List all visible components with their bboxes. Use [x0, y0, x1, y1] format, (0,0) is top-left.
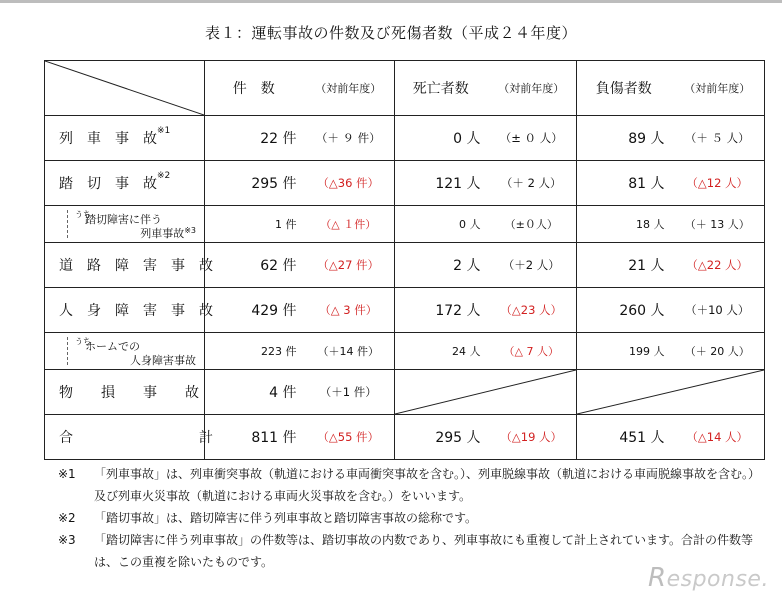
count-value: 1 件	[205, 206, 303, 243]
table-row-total	[45, 415, 765, 460]
count-cmp: （△27 件）	[303, 243, 395, 288]
injuries-cmp: （＋ 13 人）	[671, 206, 765, 243]
footnote-mark: ※2	[58, 511, 76, 525]
header-row	[45, 61, 765, 116]
header-corner-cell	[45, 61, 205, 116]
footnote-text: 「踏切障害に伴う列車事故」の件数等は、踏切事故の内数であり、列車事故にも重複して計上されています。合計の件数等は、この重複を除いたものです。	[94, 533, 754, 569]
footnote-text: 「踏切事故」は、踏切障害に伴う列車事故と踏切障害事故の総称です。	[94, 511, 478, 525]
top-border	[0, 0, 782, 3]
deaths-cmp: （＋2 人）	[487, 243, 577, 288]
note-mark: ※3	[184, 226, 196, 235]
injuries-value: 21 人	[577, 243, 671, 288]
count-value: 62 件	[205, 243, 303, 288]
injuries-empty-cell	[577, 370, 765, 415]
count-value: 429 件	[205, 288, 303, 333]
uchi-label: うち	[75, 337, 91, 346]
uchi-label: うち	[75, 210, 91, 219]
row-label: 踏 切 事 故$^{※2}$	[45, 161, 205, 206]
footnote-text: 「列車事故」は、列車衝突事故（軌道における車両衝突事故を含む。）、列車脱線事故（軌道における車両脱線事故を含む。）及び列車火災事故（軌道における車両火災事故を含む。）をいいます。	[94, 467, 755, 503]
table-row-sub	[45, 206, 765, 243]
injuries-value: 81 人	[577, 161, 671, 206]
injuries-cmp: （△14 人）	[671, 415, 765, 460]
deaths-cmp: （± ０ 人）	[487, 116, 577, 161]
diagonal-line	[577, 370, 764, 414]
count-cmp: （＋14 件）	[303, 333, 395, 370]
table-row	[45, 161, 765, 206]
response-watermark-logo: Response.	[648, 563, 769, 593]
deaths-cmp: （＋ 2 人）	[487, 161, 577, 206]
footnote-2	[58, 507, 758, 529]
deaths-value: 0 人	[395, 206, 487, 243]
count-value: 223 件	[205, 333, 303, 370]
deaths-cmp: （△19 人）	[487, 415, 577, 460]
row-label: 合 計	[45, 415, 205, 460]
injuries-value: 89 人	[577, 116, 671, 161]
deaths-cmp: （△ 7 人）	[487, 333, 577, 370]
deaths-value: 2 人	[395, 243, 487, 288]
count-value: 811 件	[205, 415, 303, 460]
injuries-cmp: （△12 人）	[671, 161, 765, 206]
row-label-sub	[45, 333, 205, 370]
table-row-sub	[45, 333, 765, 370]
injuries-cmp: （＋10 人）	[671, 288, 765, 333]
header-injuries: 負傷者数	[577, 61, 671, 116]
injuries-cmp: （＋ ５ 人）	[671, 116, 765, 161]
diagonal-line	[45, 61, 204, 115]
table-row	[45, 243, 765, 288]
injuries-value: 451 人	[577, 415, 671, 460]
deaths-value: 24 人	[395, 333, 487, 370]
header-injuries-cmp: （対前年度）	[671, 61, 765, 116]
header-count: 件 数	[205, 61, 303, 116]
count-cmp: （△55 件）	[303, 415, 395, 460]
header-count-cmp: （対前年度）	[303, 61, 395, 116]
row-label-sub	[45, 206, 205, 243]
injuries-cmp: （＋ 20 人）	[671, 333, 765, 370]
count-cmp: （＋ ９ 件）	[303, 116, 395, 161]
footnote-mark: ※1	[58, 467, 76, 481]
injuries-value: 260 人	[577, 288, 671, 333]
sub-label-line2: 人身障害事故	[130, 354, 196, 367]
deaths-cmp: （±０人）	[487, 206, 577, 243]
row-label: 物 損 事 故	[45, 370, 205, 415]
count-cmp: （＋1 件）	[303, 370, 395, 415]
footnote-mark: ※3	[58, 533, 76, 547]
deaths-value: 295 人	[395, 415, 487, 460]
table-row	[45, 370, 765, 415]
footnote-1	[58, 463, 758, 507]
table-row	[45, 288, 765, 333]
deaths-value: 172 人	[395, 288, 487, 333]
count-value: 4 件	[205, 370, 303, 415]
footnotes	[58, 463, 758, 573]
deaths-empty-cell	[395, 370, 577, 415]
row-label: 列 車 事 故$^{※1}$	[45, 116, 205, 161]
deaths-value: 0 人	[395, 116, 487, 161]
bracket-line	[67, 337, 68, 365]
note-mark: ※1	[157, 126, 171, 136]
row-label: 人 身 障 害 事 故	[45, 288, 205, 333]
deaths-value: 121 人	[395, 161, 487, 206]
count-value: 22 件	[205, 116, 303, 161]
header-deaths-cmp: （対前年度）	[487, 61, 577, 116]
count-cmp: （△ １件）	[303, 206, 395, 243]
accident-table	[44, 60, 765, 460]
deaths-cmp: （△23 人）	[487, 288, 577, 333]
injuries-value: 199 人	[577, 333, 671, 370]
row-label: 道 路 障 害 事 故	[45, 243, 205, 288]
sub-label-line2: 列車事故$^{※3}$	[140, 226, 196, 240]
injuries-cmp: （△22 人）	[671, 243, 765, 288]
injuries-value: 18 人	[577, 206, 671, 243]
diagonal-line	[395, 370, 576, 414]
table-row	[45, 116, 765, 161]
sub-label-line1: 踏切障害に伴う	[85, 213, 162, 226]
note-mark: ※2	[157, 171, 171, 181]
count-value: 295 件	[205, 161, 303, 206]
sub-label-line1: ホームでの	[85, 340, 140, 353]
header-deaths: 死亡者数	[395, 61, 487, 116]
table-title: 表１：運転事故の件数及び死傷者数（平成２４年度）	[204, 24, 577, 42]
bracket-line	[67, 210, 68, 238]
count-cmp: （△ 3 件）	[303, 288, 395, 333]
count-cmp: （△36 件）	[303, 161, 395, 206]
